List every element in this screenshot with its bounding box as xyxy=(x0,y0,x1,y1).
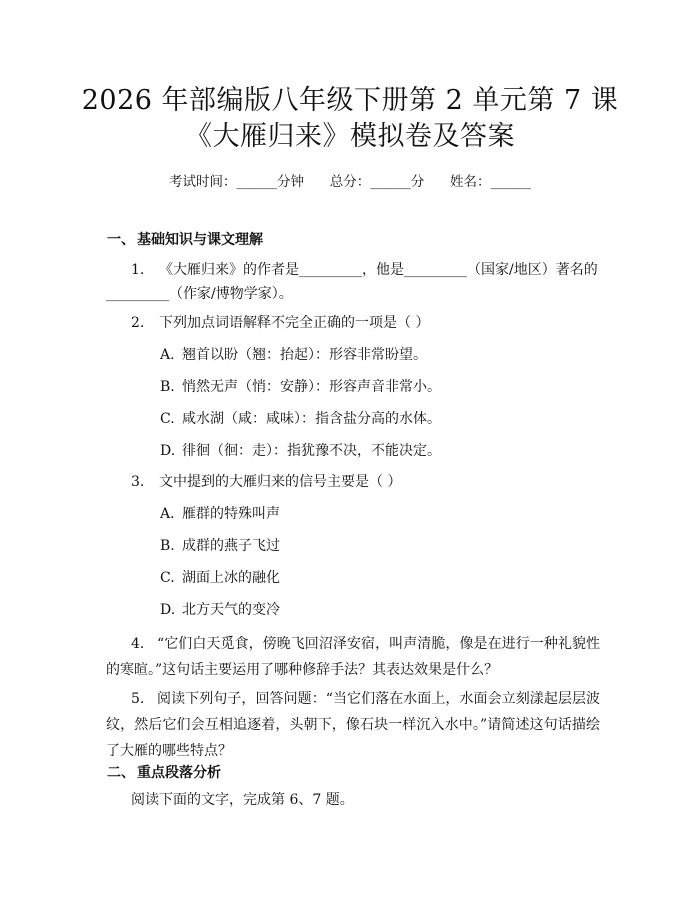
option-letter: A. xyxy=(160,506,175,522)
question-4 xyxy=(106,631,600,683)
option-b xyxy=(160,534,590,559)
option-d xyxy=(160,598,590,623)
question-2 xyxy=(131,311,601,336)
question-5 xyxy=(106,686,600,764)
section-number: 二、 xyxy=(107,765,135,781)
option-letter: B. xyxy=(160,538,175,554)
section-title: 基础知识与课文理解 xyxy=(137,232,263,248)
question-number: 4. xyxy=(131,636,145,652)
question-number: 3. xyxy=(131,474,145,490)
option-text: 悄然无声（悄：安静）：形容声音非常小。 xyxy=(182,379,441,395)
exam-meta-line: 考试时间：______分钟 总分：______分 姓名：______ xyxy=(169,174,531,190)
question-1-continued: _________（作家/博物学家）。 xyxy=(106,286,293,302)
question-text: 《大雁归来》的作者是_________，他是_________（国家/地区）著名的 xyxy=(159,262,598,278)
option-text: 咸水湖（咸：咸味）：指含盐分高的水体。 xyxy=(182,411,441,427)
option-a xyxy=(160,343,590,368)
question-1 xyxy=(131,258,601,283)
option-text: 湖面上冰的融化 xyxy=(182,570,280,586)
page-title: 2026 年部编版八年级下册第 2 单元第 7 课 xyxy=(81,85,619,116)
question-text: 下列加点词语解释不完全正确的一项是（ ） xyxy=(159,315,430,331)
option-b xyxy=(160,375,590,400)
question-number: 1. xyxy=(131,262,145,278)
section-heading xyxy=(107,762,221,782)
question-3 xyxy=(131,470,601,495)
option-text: 徘徊（徊：走）：指犹豫不决，不能决定。 xyxy=(182,443,441,459)
section-heading xyxy=(107,229,263,249)
question-text: 阅读下列句子，回答问题：“当它们落在水面上，水面会立刻漾起层层波纹，然后它们会互相追逐着，头朝下，像石块一样沉入水中。”请简述这句话描绘了大雁的哪些特点？ xyxy=(106,691,600,759)
option-letter: A. xyxy=(160,347,175,363)
option-text: 翘首以盼（翘：抬起）：形容非常盼望。 xyxy=(182,347,427,363)
option-letter: C. xyxy=(160,411,175,427)
option-letter: C. xyxy=(160,570,175,586)
option-c xyxy=(160,566,590,591)
option-letter: D. xyxy=(160,443,176,459)
question-text: “它们白天觅食，傍晚飞回沼泽安宿，叫声清脆，像是在进行一种礼貌性的寒暄。”这句话主要运用了哪种修辞手法？其表达效果是什么？ xyxy=(106,636,600,678)
question-number: 2. xyxy=(131,315,145,331)
option-text: 北方天气的变冷 xyxy=(182,602,280,618)
question-text: 文中提到的大雁归来的信号主要是（ ） xyxy=(159,474,402,490)
section-title: 重点段落分析 xyxy=(137,765,221,781)
question-number: 5. xyxy=(131,691,145,707)
option-a xyxy=(160,502,590,527)
reading-instruction: 阅读下面的文字，完成第 6、7 题。 xyxy=(131,792,354,808)
option-letter: D. xyxy=(160,602,176,618)
section-number: 一、 xyxy=(107,232,135,248)
option-c xyxy=(160,407,590,432)
option-text: 雁群的特殊叫声 xyxy=(182,506,280,522)
page-subtitle: 《大雁归来》模拟卷及答案 xyxy=(185,121,515,152)
option-text: 成群的燕子飞过 xyxy=(182,538,280,554)
option-letter: B. xyxy=(160,379,175,395)
option-d xyxy=(160,439,590,464)
